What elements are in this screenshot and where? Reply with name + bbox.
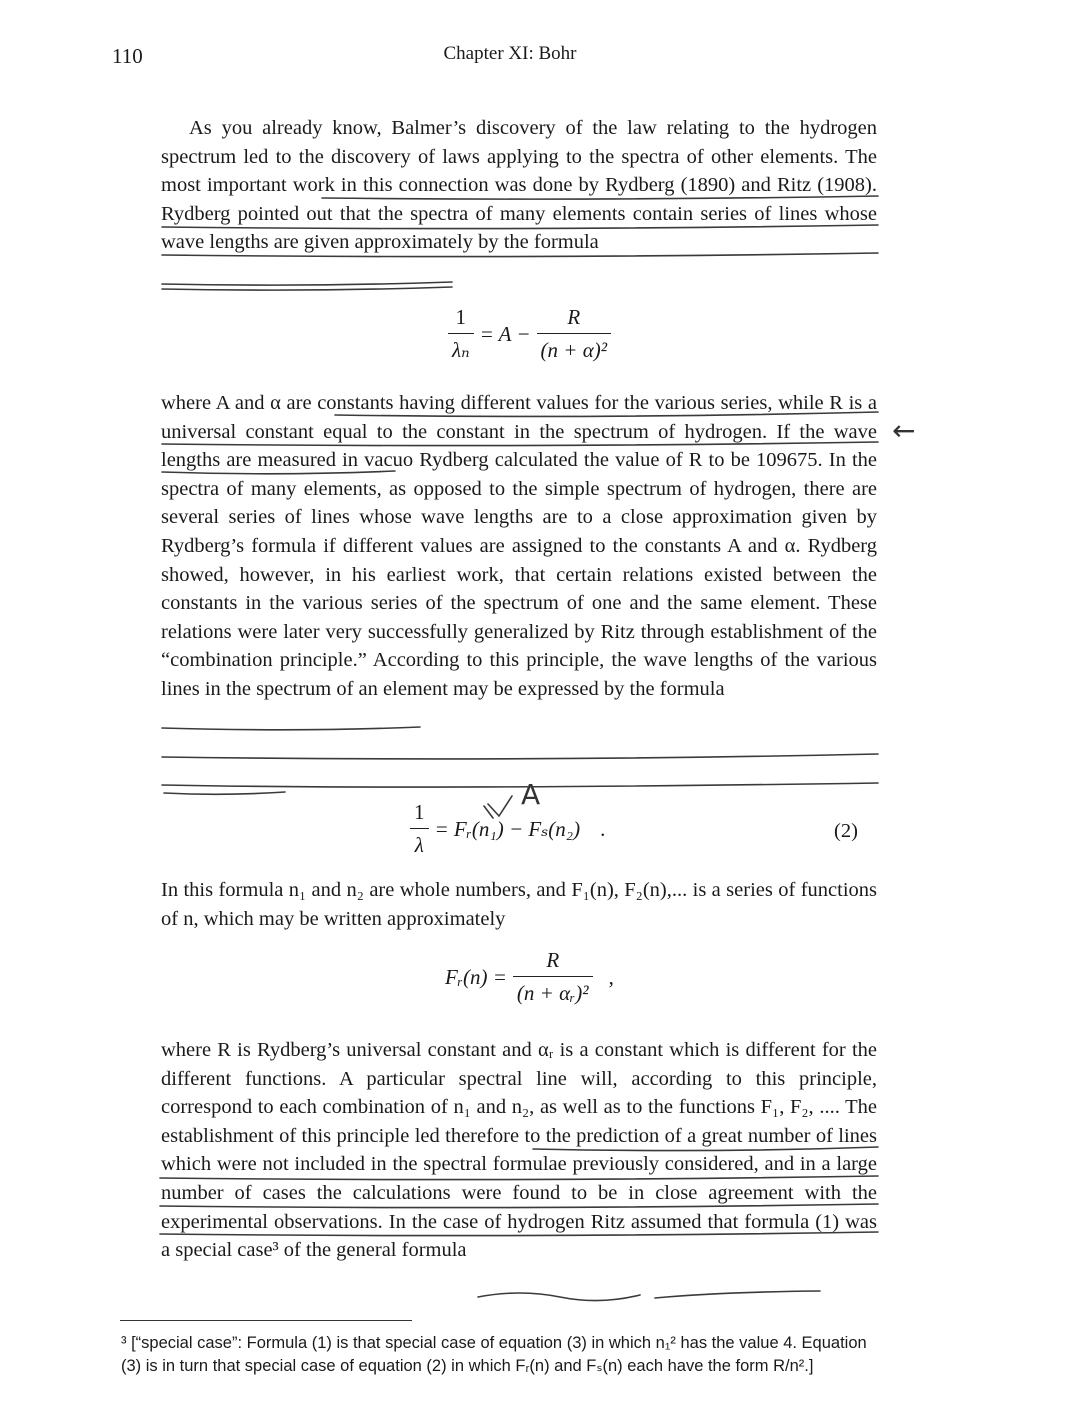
margin-arrow-icon: ←	[892, 414, 916, 447]
eq3-denominator: (n + αᵣ)²	[516, 981, 589, 1005]
eq2-numerator: 1	[410, 800, 429, 829]
running-head: Chapter XI: Bohr	[443, 43, 577, 64]
eq1-middle: = A −	[479, 321, 531, 346]
eq2-label: (2)	[834, 820, 858, 842]
equation-1	[448, 305, 611, 363]
eq3-fraction	[513, 948, 593, 1006]
footnote-rule	[120, 1320, 412, 1321]
eq2-dot: .	[600, 816, 606, 841]
equation-2	[410, 800, 605, 858]
footnote: ³ [“special case”: Formula (1) is that special case of equation (3) in which n₁² has the value 4. Equation (3) is in turn that special case of equation (2) in which Fᵣ(n) and Fₛ(n) each have the form R/n².]	[121, 1334, 867, 1375]
eq2-denominator: λ	[414, 833, 424, 857]
paragraph-2: where A and α are constants having different values for the various series, while R is a universal constant equal to the constant in the spectrum of hydrogen. If the wave lengths are measured in vacuo Rydberg calculated the value of R to be 109675. In the spectra of many elements, as opposed to the simple spectrum of hydrogen, there are several series of lines whose wave lengths are to a close approximation given by Rydberg’s formula if different values are assigned to the constants A and α. Rydberg showed, however, in his earliest work, that certain relations existed between the constants in the various series of the spectrum of one and the same element. These relations were later very successfully generalized by Ritz through establishment of the “combination principle.” According to this principle, the wave lengths of the various lines in the spectrum of an element may be expressed by the formula	[161, 392, 877, 700]
eq1-r-denominator: (n + α)²	[540, 338, 608, 362]
eq2-fraction	[410, 800, 429, 858]
eq3-comma: ,	[608, 964, 614, 989]
page-number: 110	[112, 44, 143, 68]
handwritten-a-annotation: A	[521, 778, 541, 811]
paragraph-3: In this formula n₁ and n₂ are whole numbers, and F₁(n), F₂(n),... is a series of functions of n, which may be written approximately	[161, 879, 877, 930]
eq1-numerator: 1	[448, 305, 474, 334]
paragraph-4: where R is Rydberg’s universal constant and αᵣ is a constant which is different for the different functions. A particular spectral line will, according to this principle, correspond to each combination of n₁ and n₂, as well as to the functions F₁, F₂, .... The establishment of this principle led therefore to the prediction of a great number of lines which were not included in the spectral formulae previously considered, and in a large number of cases the calculations were found to be in close agreement with the experimental observations. In the case of hydrogen Ritz assumed that formula (1) was a special case³ of the general formula	[161, 1039, 877, 1262]
eq2-rhs: = Fᵣ(n₁) − Fₛ(n₂)	[434, 816, 581, 841]
equation-3	[445, 948, 614, 1006]
eq1-r-numerator: R	[537, 305, 611, 334]
eq1-fraction-right	[537, 305, 611, 363]
eq1-fraction-left	[448, 305, 474, 363]
eq1-denominator: λₙ	[452, 338, 470, 362]
paragraph-1: As you already know, Balmer’s discovery of the law relating to the hydrogen spectrum led to the discovery of laws applying to the spectra of other elements. The most important work in this connection was done by Rydberg (1890) and Ritz (1908). Rydberg pointed out that the spectra of many elements contain series of lines whose wave lengths are given approximately by the formula	[161, 117, 877, 254]
eq3-numerator: R	[513, 948, 593, 977]
eq3-lhs: Fᵣ(n) =	[445, 964, 507, 989]
